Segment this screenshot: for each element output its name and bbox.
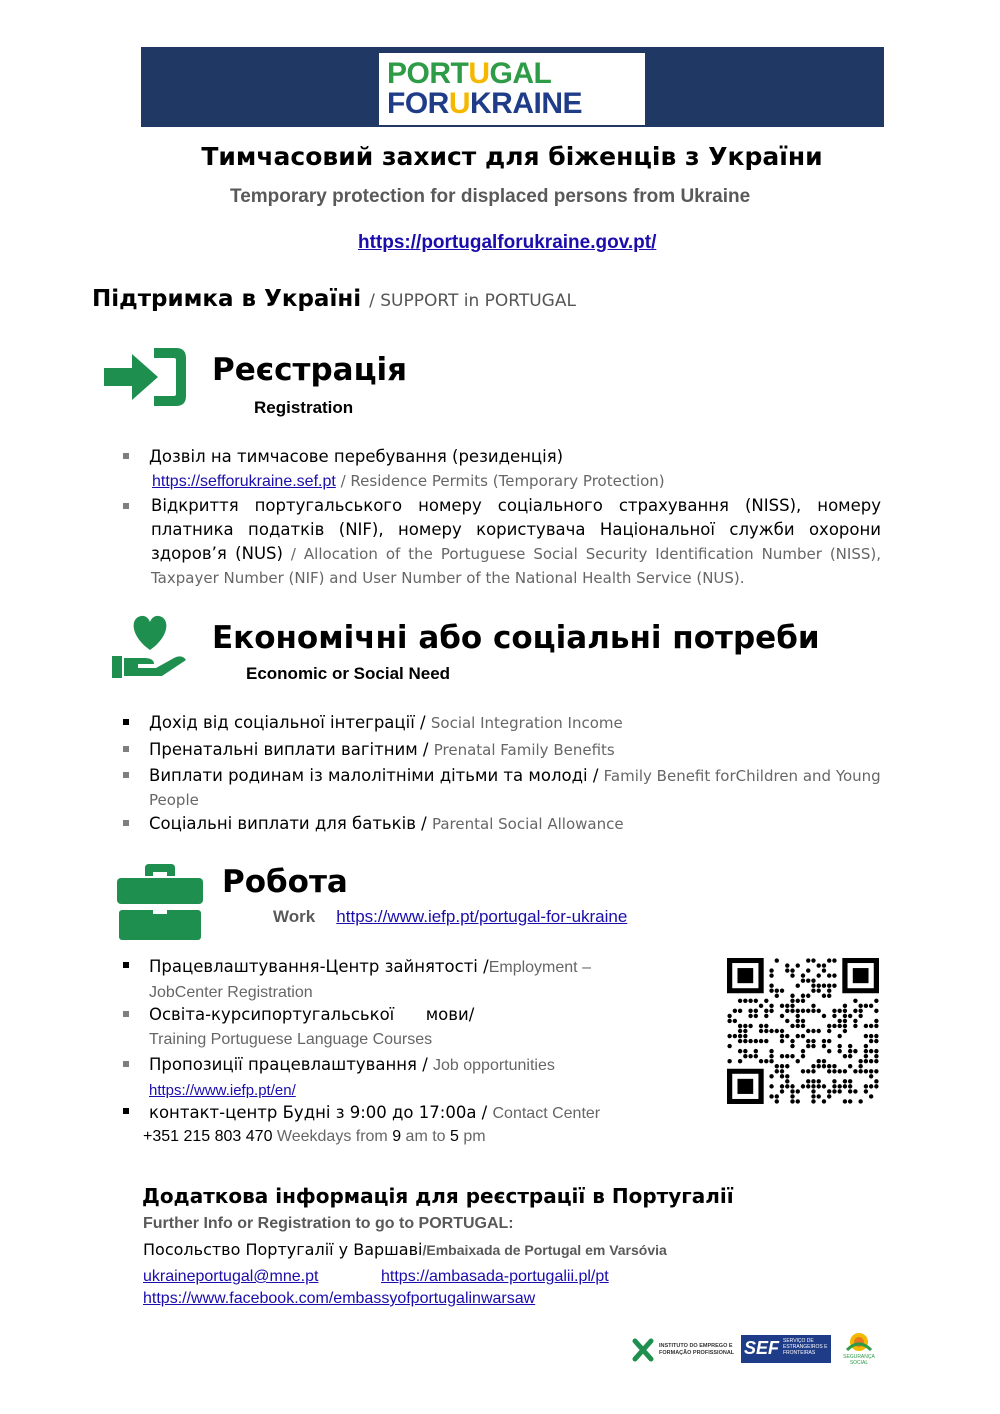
briefcase-icon — [117, 864, 203, 940]
list-item: Виплати родинам із малолітніми дітьми та молоді / Family Benefit forChildren and Young People — [149, 766, 881, 809]
work-title: Робота — [222, 864, 348, 900]
main-website-link[interactable]: https://portugalforukraine.gov.pt/ — [358, 232, 657, 253]
seguranca-social-logo: SEGURANÇA SOCIAL — [836, 1330, 882, 1364]
page-subtitle: Temporary protection for displaced persons from Ukraine — [230, 186, 751, 207]
list-item: Пренатальні виплати вагітним / Prenatal Family Benefits — [149, 740, 615, 759]
bullet — [123, 1108, 129, 1114]
bullet — [123, 503, 129, 509]
sef-logo: SEF SERVIÇO DE ESTRANGEIROS E FRONTEIRAS — [741, 1335, 831, 1363]
support-heading: Підтримка в Україні / SUPPORT in PORTUGAL — [92, 286, 576, 312]
page-title: Тимчасовий захист для біженців з України — [201, 142, 823, 171]
list-item: https://sefforukraine.sef.pt / Residence Permits (Temporary Protection) — [152, 472, 665, 490]
bullet — [123, 719, 129, 725]
portugal-for-ukraine-logo: PORTUGAL FORUKRAINE — [379, 53, 645, 125]
embassy-website-link[interactable]: https://ambasada-portugalii.pl/pt — [381, 1268, 609, 1285]
further-info-title: Додаткова інформація для реєстрації в Португалії — [142, 1184, 734, 1208]
list-item: Освіта-курсипортугальської мови/ Training Portuguese Language Courses — [149, 1005, 475, 1048]
list-item: Соціальні виплати для батьків / Parental Social Allowance — [149, 814, 624, 833]
iefp-logo: INSTITUTO DO EMPREGO E FORMAÇÃO PROFISSIONAL — [631, 1335, 741, 1365]
sef-link[interactable]: https://sefforukraine.sef.pt — [152, 473, 336, 490]
registration-title: Реєстрація — [212, 352, 408, 388]
list-item: Дозвіл на тимчасове перебування (резиденція) — [149, 447, 564, 466]
list-item: Пропозиції працевлаштування / Job opportunities https://www.iefp.pt/en/ — [149, 1055, 555, 1099]
seguranca-social-icon — [844, 1330, 874, 1352]
bullet — [123, 962, 129, 968]
registration-subtitle: Registration — [254, 398, 354, 417]
bullet — [123, 1061, 129, 1067]
bullet — [123, 772, 129, 778]
list-item: контакт-центр Будні з 9:00 до 17:00а / Contact Center — [149, 1103, 601, 1122]
iefp-ukraine-link[interactable]: https://www.iefp.pt/portugal-for-ukraine — [336, 907, 628, 926]
iefp-logo-icon — [631, 1337, 655, 1363]
list-item: Працевлаштування-Центр зайнятості /Employment – JobCenter Registration — [149, 957, 591, 1001]
work-subtitle: Work — [273, 907, 316, 926]
work-subtitle-row — [273, 907, 627, 927]
contact-phone-hours: +351 215 803 470 Weekdays from 9 am to 5 pm — [143, 1128, 486, 1145]
qr-code[interactable] — [727, 958, 879, 1104]
bullet — [123, 453, 129, 459]
bullet — [123, 746, 129, 752]
embassy-line: Посольство Португалії у Варшаві/Embaixada de Portugal em Varsóvia — [143, 1240, 667, 1259]
further-info-subtitle: Further Info or Registration to go to PORTUGAL: — [143, 1215, 514, 1232]
economic-title: Економічні або соціальні потреби — [212, 620, 820, 656]
enter-arrow-icon — [102, 344, 190, 410]
economic-subtitle: Economic or Social Need — [246, 664, 451, 683]
iefp-en-link[interactable]: https://www.iefp.pt/en/ — [149, 1082, 296, 1099]
bullet — [123, 1011, 129, 1017]
list-item: Дохід від соціальної інтеграції / Social Integration Income — [149, 713, 623, 732]
embassy-email-link[interactable]: ukraineportugal@mne.pt — [143, 1268, 319, 1285]
bullet — [123, 820, 129, 826]
list-item: Відкриття португальського номеру соціального страхування (NISS), номеру платника податків (NIF), номеру користувача Національної служби охорони здоров’я (NUS) / Allocation of the Portuguese Social Security Identification Number (NISS), Taxpayer Number (NIF) and User Number of the National Health Service (NUS). — [151, 496, 881, 587]
heart-hand-icon — [110, 610, 190, 680]
embassy-facebook-link[interactable]: https://www.facebook.com/embassyofportugalinwarsaw — [143, 1290, 536, 1307]
